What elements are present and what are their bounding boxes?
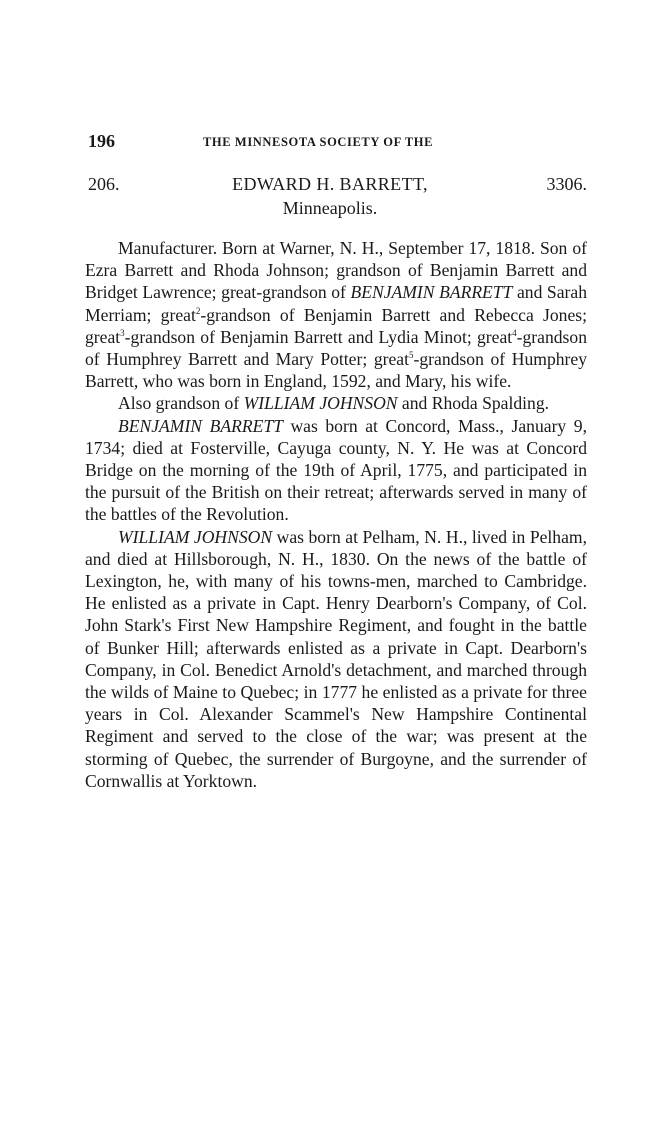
superscript: 2 xyxy=(195,305,201,316)
paragraph-lineage xyxy=(85,237,587,392)
ancestor-name: BENJAMIN BARRETT xyxy=(350,282,513,303)
page-number: 196 xyxy=(88,131,115,151)
national-number: 3306. xyxy=(546,174,587,194)
superscript: 4 xyxy=(512,327,517,338)
text-run: -grandson of Humphrey Barrett, who was born in England, 1592, and Mary, his wife. xyxy=(85,349,587,392)
text-run: -grandson of Benjamin Barrett and Lydia Minot; great xyxy=(124,326,513,347)
text-run: -grandson of Humphrey Barrett and Mary Potter; great xyxy=(85,326,587,370)
entry-number: 206. xyxy=(88,174,120,194)
paragraph-maternal xyxy=(85,392,587,414)
text-run: and Sarah Merriam; great xyxy=(85,282,587,325)
member-name: EDWARD H. BARRETT, xyxy=(232,174,428,194)
text-run: -grandson of Benjamin Barrett and Rebecca Jones; great xyxy=(85,304,587,347)
text-run: was born at Pelham, N. H., lived in Pelham, and died at Hillsborough, N. H., 1830. On the news of the battle of Lexington, he, with many of his towns-men, marched to Cambridge. He enlisted as a private in Capt. Henry Dearborn's Company, of Col. John Stark's First New Hampshire Regiment, and fought in the battle of Bunker Hill; afterwards enlisted as a private in Capt. Dearborn's Company, in Col. Benedict Arnold's detachment, and marched through the wilds of Maine to Quebec; in 1777 he enlisted as a private for three years in Col. Alexander Scammel's New Hampshire Continental Regiment and served to the close of the war; was present at the storming of Quebec, the surrender of Burgoyne, and the surrender of Cornwallis at Yorktown. xyxy=(85,526,587,791)
ancestor-name: WILLIAM JOHNSON xyxy=(118,526,273,547)
superscript: 3 xyxy=(120,327,125,338)
biography-text xyxy=(85,237,587,792)
text-run: Manufacturer. Born at Warner, N. H., September 17, 1818. Son of Ezra Barrett and Rhoda Johnson; grandson of Benjamin Barrett and Bridget Lawrence; great-grandson of xyxy=(85,238,587,303)
ancestor-name: WILLIAM JOHNSON xyxy=(243,393,398,414)
running-head: THE MINNESOTA SOCIETY OF THE xyxy=(203,135,434,149)
text-run: and Rhoda Spalding. xyxy=(397,393,550,414)
text-run: was born at Concord, Mass., January 9, 1734; died at Fosterville, Cayuga county, N. Y. He was at Concord Bridge on the morning of the 19th of April, 1775, and participated in the pursuit of the British on their retreat; afterwards served in many of the battles of the Revolution. xyxy=(85,415,587,525)
ancestor-name: BENJAMIN BARRETT xyxy=(118,415,283,436)
member-city: Minneapolis. xyxy=(282,198,378,218)
paragraph-benjamin-barrett xyxy=(85,415,587,526)
paragraph-william-johnson xyxy=(85,526,587,792)
superscript: 5 xyxy=(409,350,414,361)
text-run: Also grandson of xyxy=(118,393,244,414)
